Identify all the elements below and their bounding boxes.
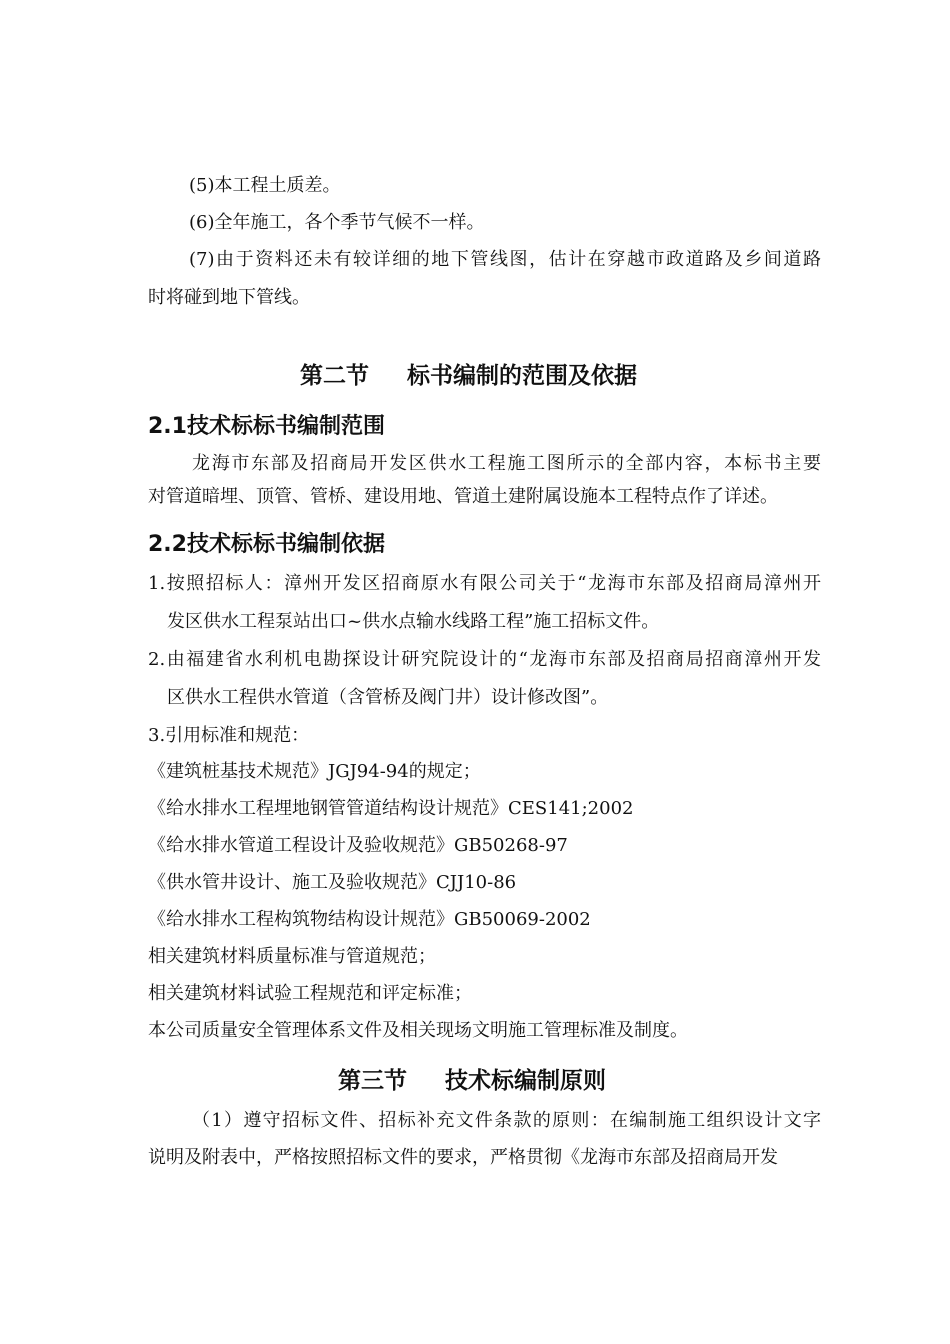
item-7: (7)由于资料还未有较详细的地下管线图，估计在穿越市政道路及乡间道路: [189, 249, 821, 270]
item-6: (6)全年施工，各个季节气候不一样。: [189, 212, 485, 233]
item-7-continued: 时将碰到地下管线。: [148, 287, 310, 308]
subsection-2-2-heading: 2.2技术标标书编制依据: [148, 532, 385, 557]
paragraph-2-1-line-1: 龙海市东部及招商局开发区供水工程施工图所示的全部内容，本标书主要: [192, 453, 821, 474]
standard-item: 《给水排水管道工程设计及验收规范》GB50268-97: [148, 835, 568, 856]
basis-item-2-continued: 区供水工程供水管道（含管桥及阀门井）设计修改图”。: [167, 687, 609, 708]
basis-item-1-continued: 发区供水工程泵站出口~供水点输水线路工程”施工招标文件。: [167, 611, 660, 632]
item-5: (5)本工程土质差。: [189, 175, 341, 196]
section-2-heading: [300, 361, 637, 391]
section-2-title: 标书编制的范围及依据: [407, 363, 637, 389]
principle-1-line-1: （1）遵守招标文件、招标补充文件条款的原则：在编制施工组织设计文字: [192, 1110, 821, 1131]
basis-item-1: 1.按照招标人：漳州开发区招商原水有限公司关于“龙海市东部及招商局漳州开: [148, 573, 821, 594]
section-3-number: 第三节: [338, 1068, 407, 1094]
section-2-number: 第二节: [300, 363, 369, 389]
section-3-heading: [338, 1066, 606, 1096]
subsection-2-1-heading: 2.1技术标标书编制范围: [148, 414, 385, 439]
standard-item: 相关建筑材料质量标准与管道规范；: [148, 946, 436, 967]
standard-item: 本公司质量安全管理体系文件及相关现场文明施工管理标准及制度。: [148, 1020, 688, 1041]
standard-item: 《供水管井设计、施工及验收规范》CJJ10-86: [148, 872, 517, 893]
standard-item: 相关建筑材料试验工程规范和评定标准；: [148, 983, 472, 1004]
standard-item: 《建筑桩基技术规范》JGJ94-94的规定；: [148, 761, 481, 782]
standard-item: 《给水排水工程埋地钢管管道结构设计规范》CES141;2002: [148, 798, 634, 819]
basis-item-2: 2.由福建省水利机电勘探设计研究院设计的“龙海市东部及招商局招商漳州开发: [148, 649, 821, 670]
principle-1-line-2: 说明及附表中，严格按照招标文件的要求，严格贯彻《龙海市东部及招商局开发: [148, 1147, 778, 1168]
paragraph-2-1-line-2: 对管道暗埋、顶管、管桥、建设用地、管道土建附属设施本工程特点作了详述。: [148, 486, 778, 507]
section-3-title: 技术标编制原则: [445, 1068, 606, 1094]
basis-item-3: 3.引用标准和规范：: [148, 725, 310, 746]
standard-item: 《给水排水工程构筑物结构设计规范》GB50069-2002: [148, 909, 591, 930]
